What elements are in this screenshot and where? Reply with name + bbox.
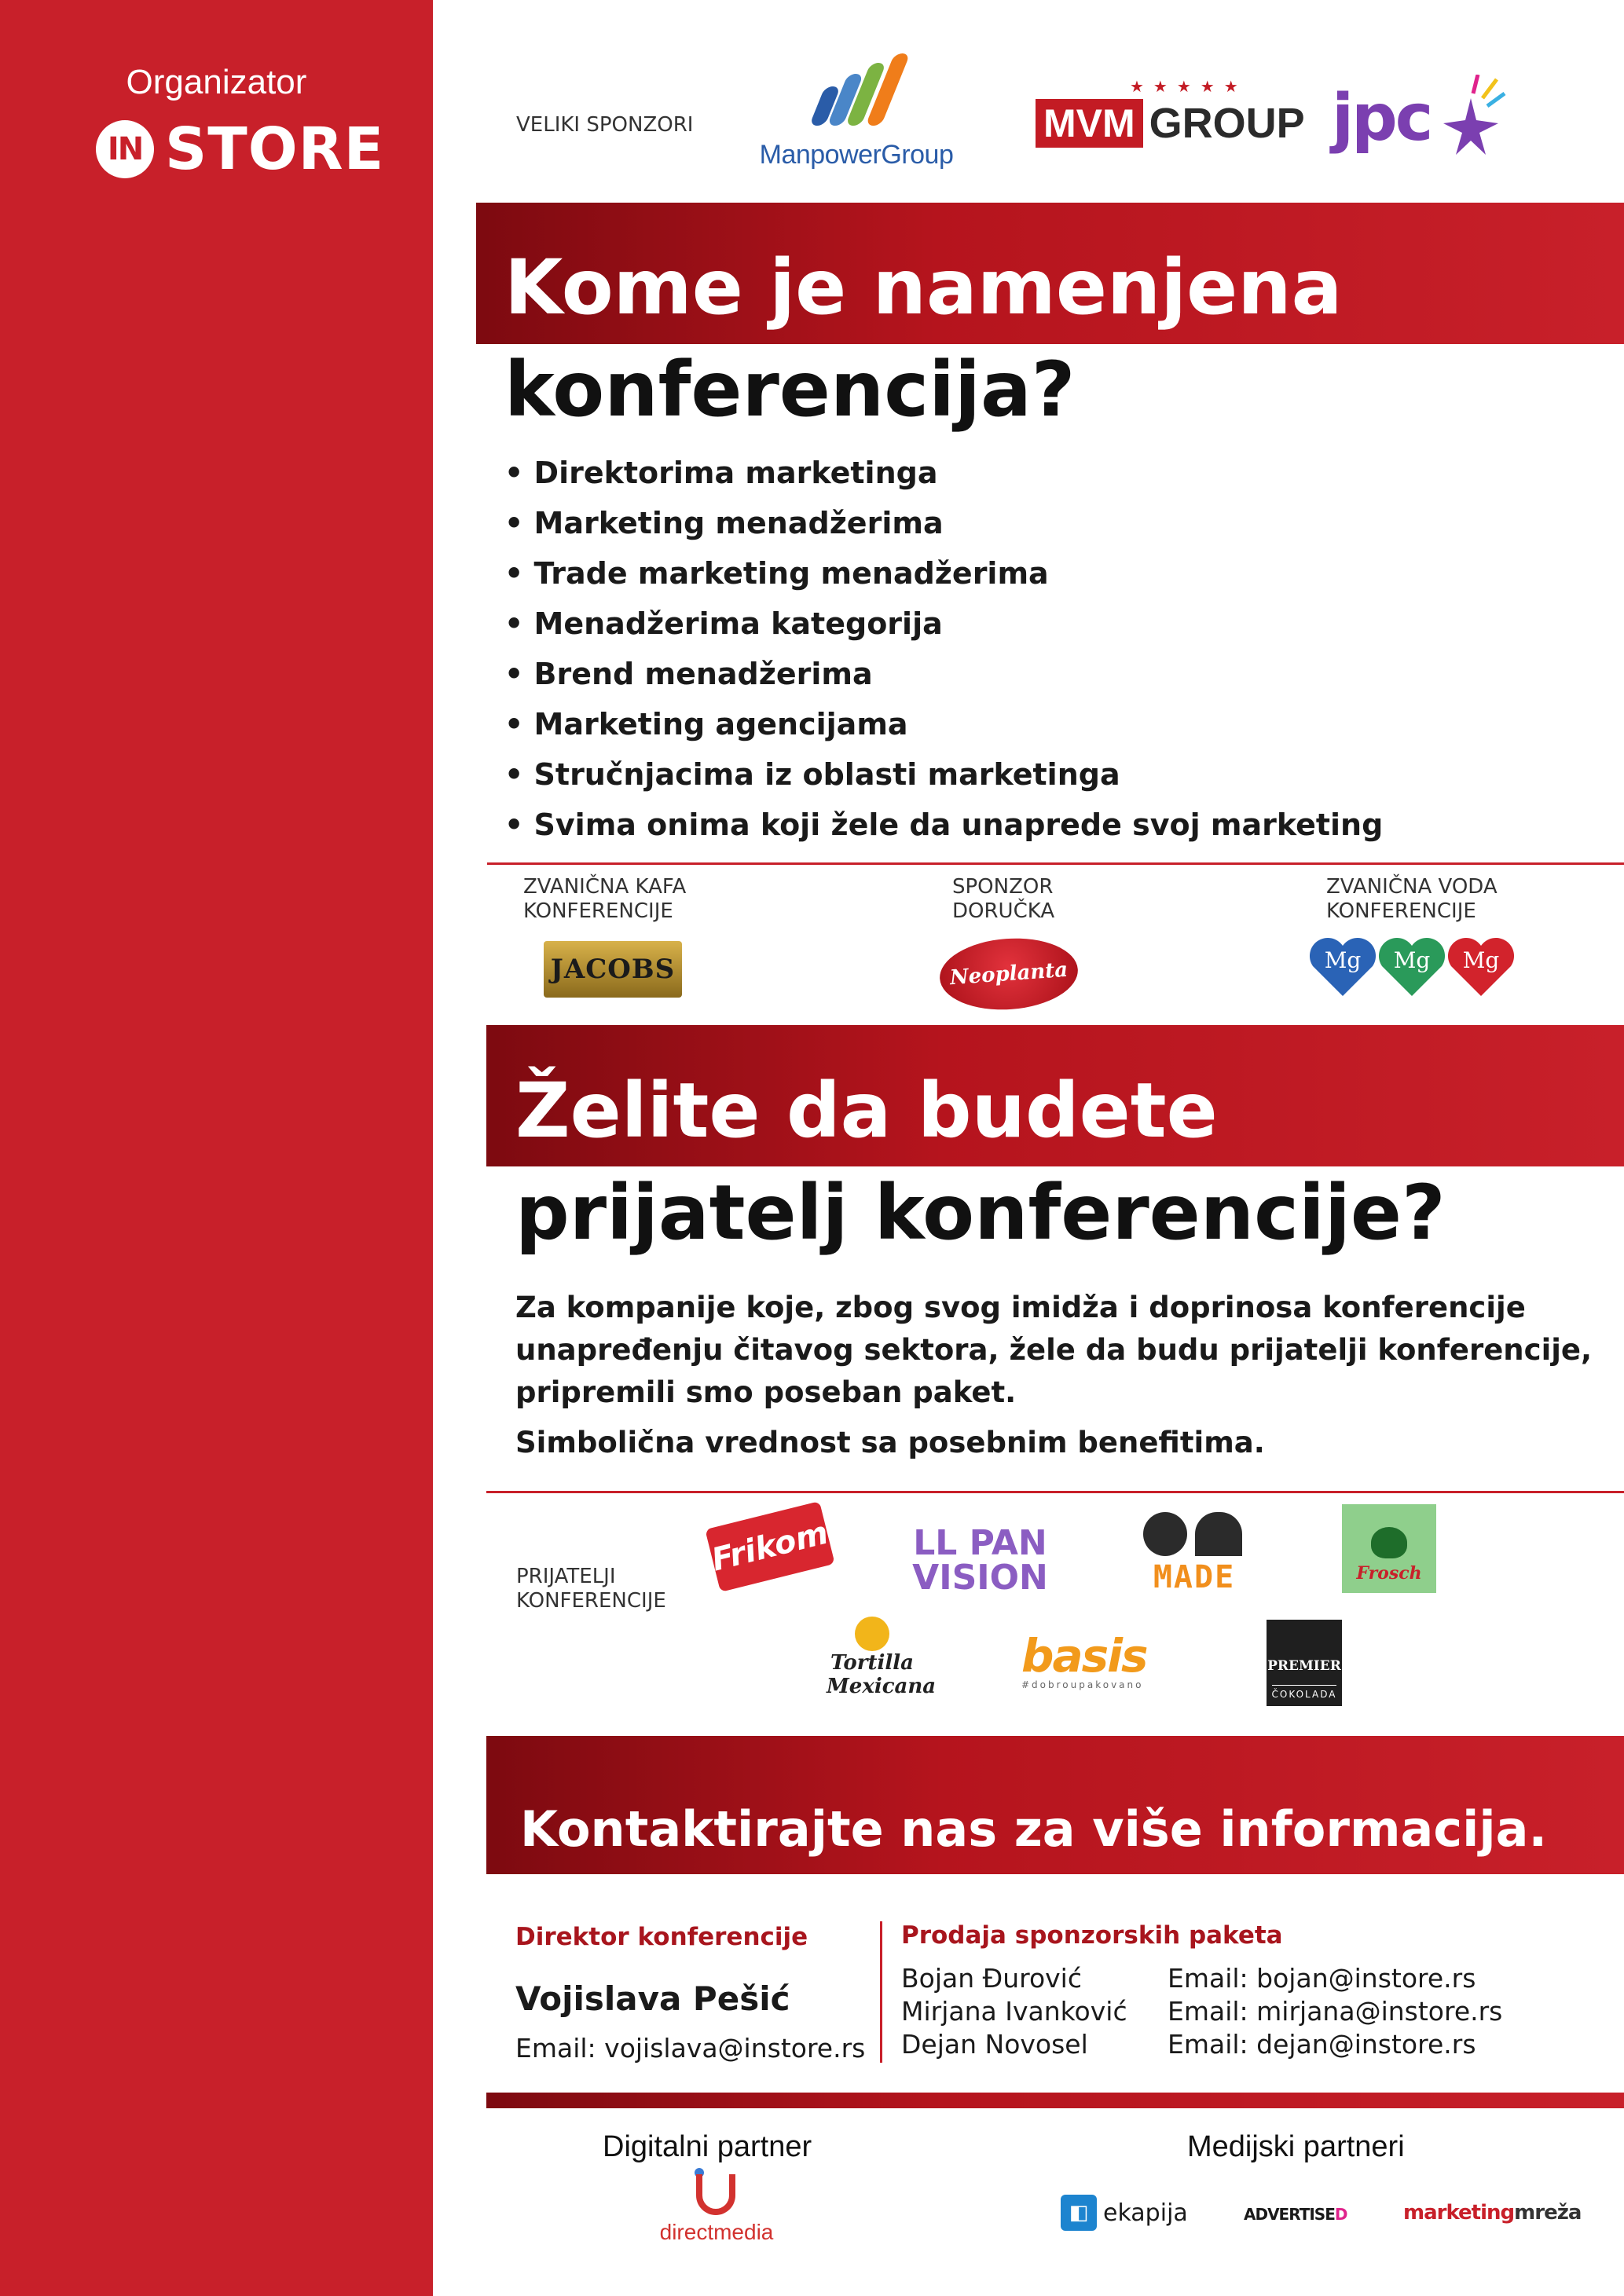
- audience-heading-line2: konferencija?: [504, 346, 1076, 434]
- manpowergroup-name: ManpowerGroup: [759, 140, 954, 170]
- list-item: • Marketing agencijama: [504, 699, 1383, 749]
- mvm-group-logo: [1036, 77, 1305, 148]
- sponsors-caption: VELIKI SPONZORI: [516, 113, 694, 137]
- divider: [486, 1491, 1624, 1493]
- list-item: • Svima onima koji žele da unaprede svoj marketing: [504, 800, 1383, 850]
- om-made-logo: [1143, 1512, 1245, 1595]
- svg-text:Mg: Mg: [1462, 947, 1500, 973]
- list-item: • Trade marketing menadžerima: [504, 548, 1383, 599]
- friends-caption-line1: PRIJATELJI: [516, 1565, 616, 1588]
- heart-icon: [1308, 935, 1377, 998]
- llpan-vision-logo: [904, 1500, 1057, 1598]
- instore-logo-in: IN: [96, 120, 154, 178]
- friends-caption-line2: KONFERENCIJE: [516, 1589, 666, 1613]
- tortilla-mexicana-logo: [827, 1617, 937, 1703]
- advertised-text: ADVERTISE: [1244, 2205, 1335, 2224]
- contact-divider: [880, 1921, 882, 2063]
- manpowergroup-logo: [739, 47, 974, 181]
- sales-names: [901, 1962, 1127, 2061]
- friends-heading-line1: Želite da budete: [515, 1067, 1218, 1155]
- neoplanta-text: Neoplanta: [948, 958, 1069, 991]
- basis-logo: [1021, 1629, 1151, 1695]
- marketing-mreza-logo: [1403, 2201, 1581, 2225]
- ekapija-logo: [1061, 2193, 1188, 2232]
- contact-banner-text: Kontaktirajte nas za više informacija.: [520, 1800, 1548, 1858]
- instore-logo: [96, 115, 385, 183]
- mreza-text-b: mreža: [1514, 2201, 1582, 2225]
- sales-email[interactable]: Email: bojan@instore.rs: [1168, 1963, 1476, 1994]
- footer-stripe: [486, 2093, 1624, 2108]
- audience-heading-line1: Kome je namenjena: [504, 244, 1343, 331]
- frosch-logo: [1342, 1504, 1436, 1593]
- arch-icon: [1195, 1512, 1242, 1556]
- mreza-text-a: marketing: [1403, 2201, 1515, 2225]
- frikom-text: Frikom: [708, 1514, 832, 1579]
- list-item: • Brend menadžerima: [504, 649, 1383, 699]
- vision-text: VISION: [912, 1558, 1048, 1598]
- sales-name: Bojan Đurović: [901, 1963, 1082, 1994]
- tortilla-text-line2: Mexicana: [827, 1675, 937, 1698]
- sales-email[interactable]: Email: mirjana@instore.rs: [1168, 1996, 1503, 2027]
- instore-logo-store: STORE: [165, 115, 385, 183]
- divider: [487, 862, 1624, 865]
- frosch-text: Frosch: [1356, 1563, 1422, 1584]
- breakfast-caption-line2: DORUČKA: [952, 899, 1055, 923]
- jacobs-logo: [544, 941, 682, 998]
- director-name: Vojislava Pešić: [515, 1979, 790, 2018]
- jpc-logo: [1332, 71, 1506, 165]
- basis-text: basis: [1021, 1629, 1147, 1683]
- stars-icon: ★★★★★: [1130, 77, 1248, 96]
- sales-email[interactable]: Email: dejan@instore.rs: [1168, 2029, 1476, 2060]
- coffee-caption: [523, 875, 686, 924]
- friends-paragraph-line: unapređenju čitavog sektora, žele da budu prijatelji konferencije,: [515, 1333, 1593, 1367]
- organizer-sidebar: [0, 0, 433, 2296]
- heart-icon: [1377, 935, 1446, 998]
- jpc-text: jpc: [1332, 80, 1432, 156]
- premier-text: PREMIER: [1267, 1658, 1341, 1674]
- u-icon: [696, 2174, 735, 2215]
- mvm-text: MVM: [1036, 99, 1143, 148]
- made-text: MADE: [1153, 1559, 1236, 1595]
- ekapija-text: ekapija: [1103, 2199, 1188, 2227]
- advertised-d: D: [1334, 2205, 1347, 2224]
- water-caption-line2: KONFERENCIJE: [1326, 899, 1476, 923]
- gate-icon: ◧: [1061, 2195, 1097, 2231]
- group-text: GROUP: [1149, 100, 1305, 147]
- coffee-caption-line2: KONFERENCIJE: [523, 899, 673, 923]
- star-burst-icon: [1435, 75, 1506, 161]
- svg-text:Mg: Mg: [1393, 947, 1431, 973]
- tortilla-text: [827, 1651, 937, 1698]
- organizer-label: Organizator: [126, 63, 307, 101]
- jacobs-text: JACOBS: [550, 954, 676, 985]
- sales-heading: Prodaja sponzorskih paketa: [901, 1921, 1283, 1950]
- director-email[interactable]: Email: vojislava@instore.rs: [515, 2033, 866, 2063]
- directmedia-text: directmedia: [659, 2220, 774, 2244]
- frog-icon: [1371, 1527, 1407, 1558]
- premier-subtext: ČOKOLADA: [1272, 1685, 1337, 1700]
- director-heading: Direktor konferencije: [515, 1923, 808, 1951]
- friends-heading-line2: prijatelj konferencije?: [515, 1169, 1446, 1257]
- friends-paragraph-line: Za kompanije koje, zbog svog imidža i doprinosa konferencije: [515, 1291, 1526, 1324]
- sales-name: Dejan Novosel: [901, 2029, 1088, 2060]
- water-caption: [1326, 875, 1498, 924]
- friends-caption: [516, 1565, 666, 1613]
- premier-logo: [1267, 1620, 1342, 1706]
- friends-paragraph-line: pripremili smo poseban paket.: [515, 1375, 1017, 1409]
- heart-icon: [1446, 935, 1516, 998]
- list-item: • Menadžerima kategorija: [504, 599, 1383, 649]
- tortilla-text-line1: Tortilla: [830, 1651, 914, 1675]
- basis-tagline: #dobroupakovano: [1021, 1679, 1144, 1690]
- water-caption-line1: ZVANIČNA VODA: [1326, 875, 1498, 899]
- neoplanta-logo: [937, 934, 1080, 1014]
- mg-water-logo: [1308, 935, 1516, 998]
- coffee-caption-line1: ZVANIČNA KAFA: [523, 875, 687, 899]
- friends-paragraph: [515, 1287, 1592, 1464]
- list-item: • Marketing menadžerima: [504, 498, 1383, 548]
- sun-icon: [855, 1617, 889, 1651]
- audience-list: [504, 448, 1383, 850]
- llpan-text: LL PAN: [913, 1523, 1047, 1563]
- breakfast-caption: [952, 875, 1054, 924]
- friends-paragraph-value: Simbolična vrednost sa posebnim benefitima.: [515, 1426, 1265, 1459]
- breakfast-caption-line1: SPONZOR: [952, 875, 1054, 899]
- svg-text:Mg: Mg: [1324, 947, 1362, 973]
- digital-partner-heading: Digitalni partner: [603, 2130, 812, 2163]
- circle-icon: [1143, 1512, 1187, 1556]
- sales-emails: [1168, 1962, 1502, 2061]
- sales-name: Mirjana Ivanković: [901, 1996, 1127, 2027]
- frikom-logo: [705, 1501, 834, 1592]
- advertised-logo: [1244, 2195, 1347, 2234]
- media-partners-heading: Medijski partneri: [1187, 2130, 1405, 2163]
- list-item: • Stručnjacima iz oblasti marketinga: [504, 749, 1383, 800]
- list-item: • Direktorima marketinga: [504, 448, 1383, 498]
- directmedia-logo: [646, 2174, 787, 2253]
